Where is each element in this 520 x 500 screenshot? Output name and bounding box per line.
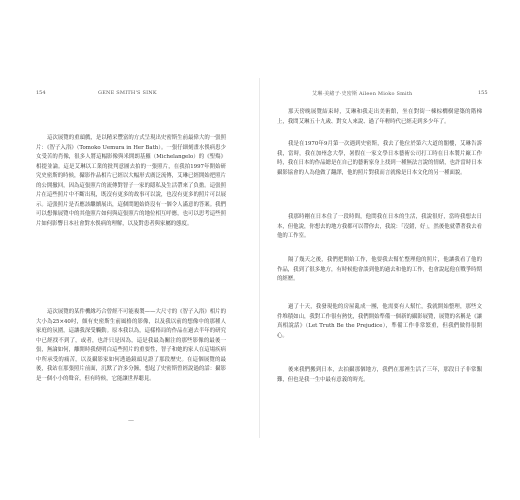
left-paragraph-2: 這次展覽的某件機緣巧合曾經不可能複製——大尺寸的《智子入浴》相片的大小為25×40吋，頗有史密斯生前風格的影像，以及我以前的想像中的那種人家庭的氛圍，這讓我深受觸動。原本我以為，這樣格局的作品在過去半年的研究中已經找不到了，或者，也許只是因為，這是我最為關注的那些影像的最後一張，無論如何，離開時我便明白這些照片的重要性，智子和她的家人在這場疾病中所承受的痛苦，以及攝影家如何透過鏡頭見證了那段歷史。在這個展覽的最後，我站在那張照片前面，沉默了許多分鐘，想起了史密斯曾經說過的話：攝影是一個小小的聲音，但有時候，它能讓世界聽見。 bbox=[36, 309, 226, 382]
right-paragraph-4: 隔了幾天之後，我們把開始工作，他要我去幫忙整理他的照片，他讓我看了他的作品，我到了很多地方，有時候他會談到他的過去和他的工作，也會說起他在戰爭時期的經歷。 bbox=[277, 257, 482, 282]
page-number-left: 154 bbox=[36, 90, 46, 96]
right-paragraph-6: 後來我們搬到日本，去拍攝那個地方，我們在那裡生活了三年，那段日子非常艱難，但也是我一生中最有意義的時光。 bbox=[277, 367, 482, 383]
page-number-right: 155 bbox=[478, 90, 488, 96]
running-head-right: 艾琳·美緒子·史密斯 Aileen Mioko Smith bbox=[312, 91, 413, 97]
right-paragraph-3: 我那時剛在日本住了一段時間，他問我在日本的生活，我說很好，當時我想去日本，但他說，你想去的地方我都可以帶你去，我說：「沒錯，好」，然後他就帶著我去看他的工作室。 bbox=[277, 214, 482, 239]
running-head-left: GENE SMITH'S SINK bbox=[98, 90, 157, 96]
right-page bbox=[260, 0, 520, 500]
left-footer-mark: — bbox=[128, 417, 134, 424]
right-paragraph-2: 我是在1970年9月第一次遇到史密斯，我去了他位於第六大道的閣樓，艾琳告訴我，當時，我在加州念大學，暑假在一家文學日本藝術公司打工時在日本製片廠工作時，我在日本的作品總是在自己的藝術家身上找到一種無法言說的情緒，也許當時日本攝影協會的人為他做了翻譯，他的照片對我而言就像是日本文化的另一種面貌。 bbox=[277, 141, 482, 176]
right-paragraph-5: 過了十天，我發現他的房屋亂成一團，他需要有人幫忙，我就開始整理，那些文件堆積如山，我對工作很有熱忱，我們開始準備一個新的攝影展覽，展覽的名稱是《讓真相說話》（Let Truth Be the Prejudice），準備工作非常繁重，但我們做得很開心。 bbox=[277, 304, 482, 339]
left-paragraph-1: 這次展覽的重頭戲，是以精采豐富的方式呈現出史密斯生前最偉大的一張照片：《智子入浴》（Tomoko Uemura in Her Bath）。一張仔細刻畫水俁病患少女受苦的肖像，很多人將這幅影像與米開朗基羅（Michelangelo）的《聖殤》相提並論。這是艾琳以工業的批判意圖去拍的一張照片，在我拍1997年開始研究史密斯的時候，攝影作品相片已經以大幅形式廣泛流傳，艾琳已經開始把照片的公開撤回，因為這張照片的流傳對智子一家的隱私及生活帶來了負擔。這張照片在這些照片中不斷出現，既沒有更多的故事可以說，也沒有更多的照片可以展示。這張照片是否應該繼續展出，這個問題始終沒有一個令人滿意的答案。我們可以想像展覽中的其他照片如何與這張照片的地位相互呼應，也可以思考這些照片如何影響日本社會對水俁病的理解，以及對患者與家屬的態度。 bbox=[36, 135, 226, 227]
right-paragraph-1: 那天傍晚展覽結束時，艾琳和我走出美術館，坐在對街一棟棕櫚樹建築的階梯上，我問艾琳五十九歲、對女人來說、過了年輕時代已經走到多少年了。 bbox=[277, 109, 482, 125]
